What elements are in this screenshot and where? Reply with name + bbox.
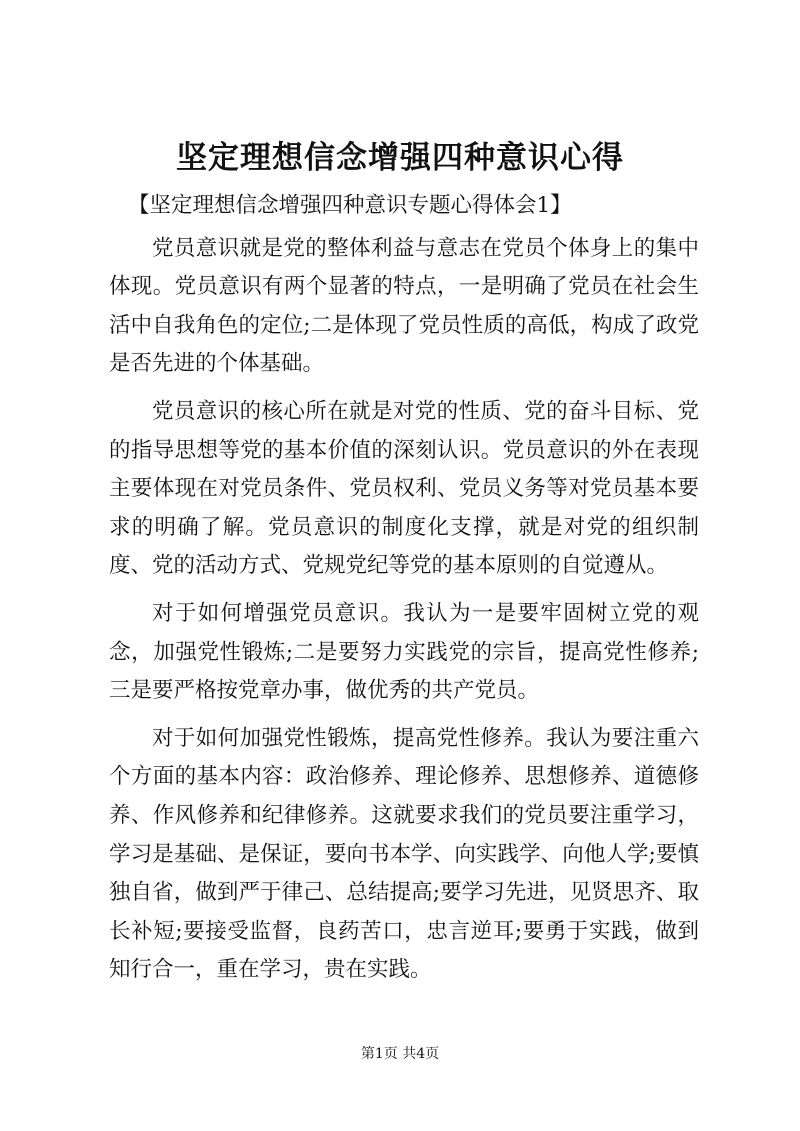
document-body	[109, 187, 699, 999]
page-footer: 第1页 共4页	[360, 1046, 440, 1062]
document-subtitle: 【坚定理想信念增强四种意识专题心得体会1】	[128, 193, 572, 218]
document-title: 坚定理想信念增强四种意识心得	[176, 140, 624, 176]
paragraph: 对于如何增强党员意识。我认为一是要牢固树立党的观念，加强党性锻炼;二是要努力实践党的宗旨，提高党性修养;三是要严格按党章办事，做优秀的共产党员。	[109, 600, 699, 704]
paragraph: 党员意识就是党的整体利益与意志在党员个体身上的集中体现。党员意识有两个显著的特点，一是明确了党员在社会生活中自我角色的定位;二是体现了党员性质的高低，构成了政党是否先进的个体基础。	[109, 235, 699, 377]
paragraph: 对于如何加强党性锻炼，提高党性修养。我认为要注重六个方面的基本内容：政治修养、理论修养、思想修养、道德修养、作风修养和纪律修养。这就要求我们的党员要注重学习，学习是基础、是保证，要向书本学、向实践学、向他人学;要慎独自省，做到严于律己、总结提高;要学习先进，见贤思齐、取长补短;要接受监督，良药苦口，忠言逆耳;要勇于实践，做到知行合一，重在学习，贵在实践。	[109, 725, 699, 983]
paragraph: 党员意识的核心所在就是对党的性质、党的奋斗目标、党的指导思想等党的基本价值的深刻认识。党员意识的外在表现主要体现在对党员条件、党员权利、党员义务等对党员基本要求的明确了解。党员意识的制度化支撑，就是对党的组织制度、党的活动方式、党规党纪等党的基本原则的自觉遵从。	[109, 398, 699, 579]
